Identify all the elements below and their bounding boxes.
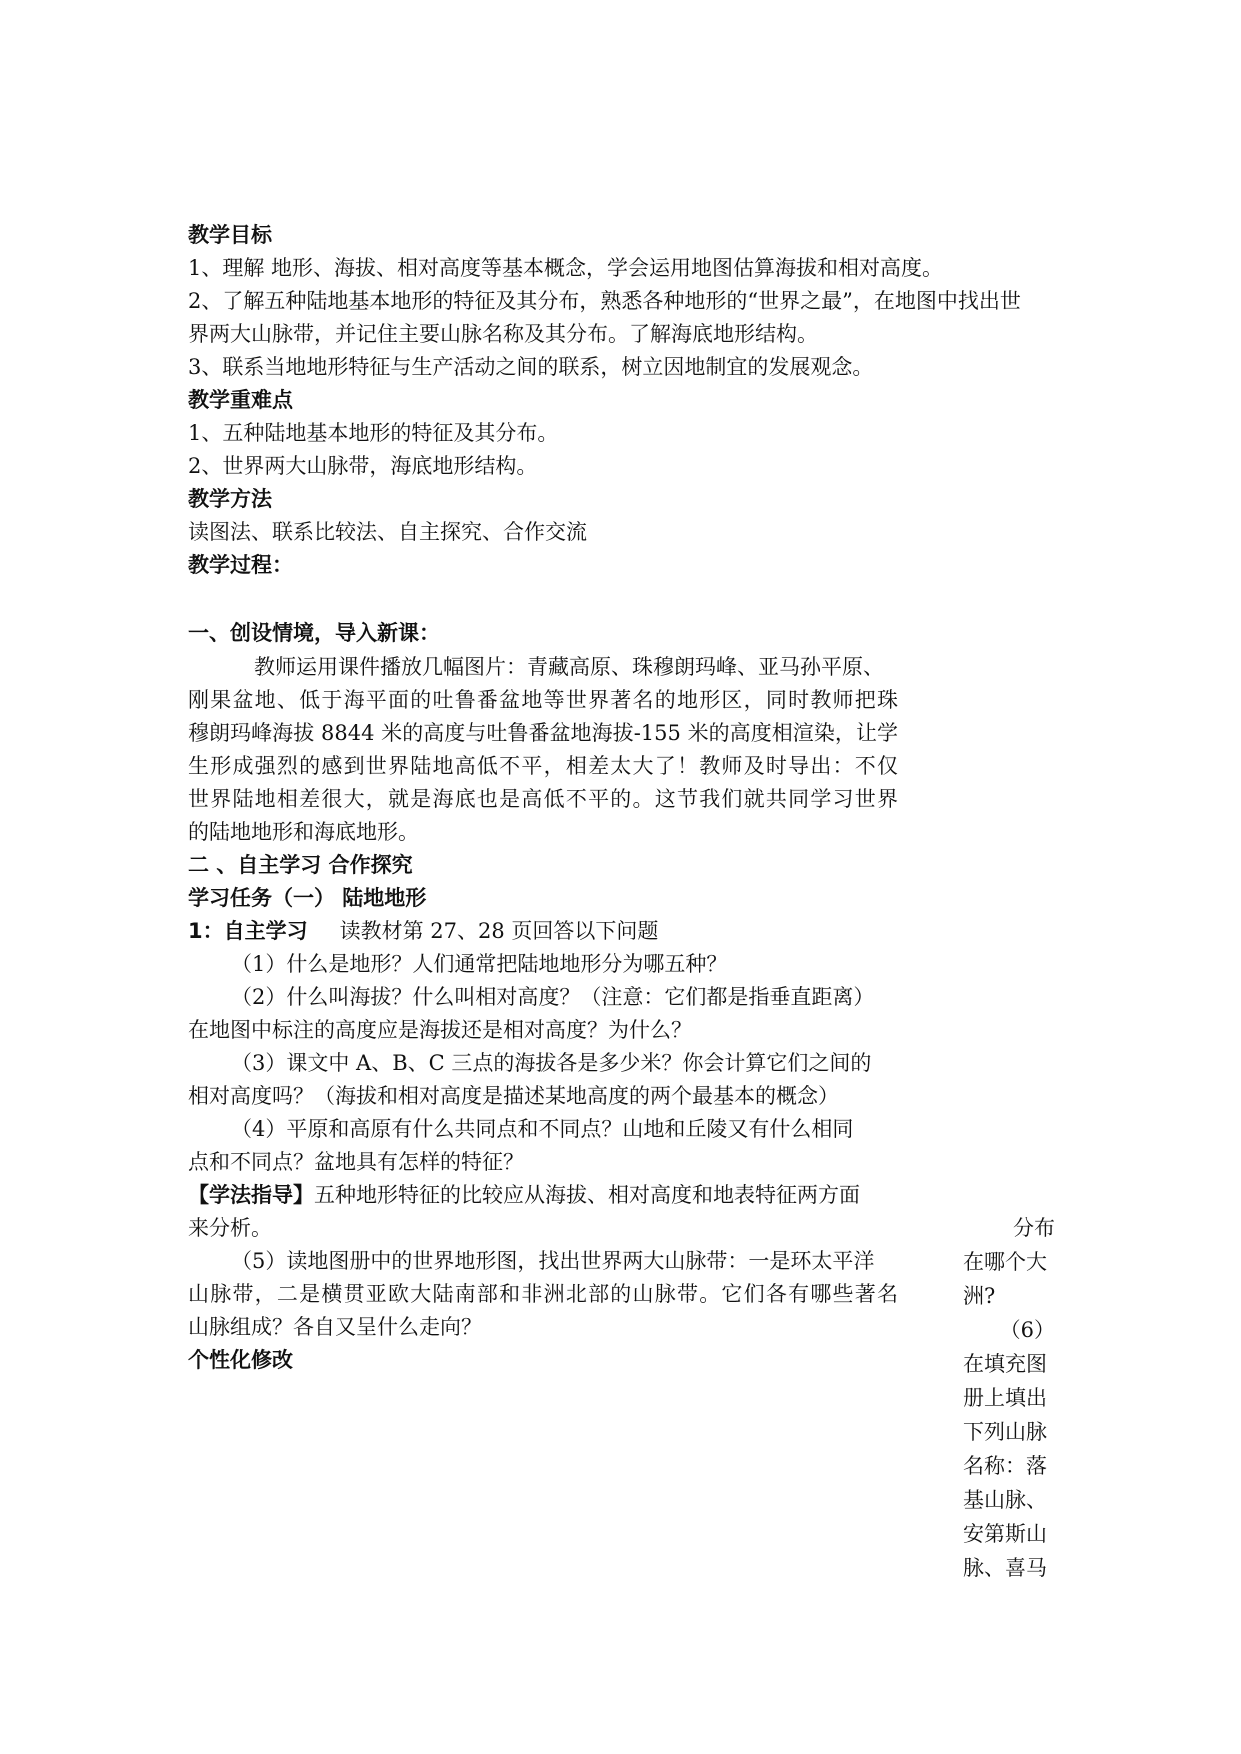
study-guide-text: 五种地形特征的比较应从海拔、相对高度和地表特征两方面 — [314, 1183, 860, 1207]
side-line-1: 分布 — [1013, 1216, 1055, 1240]
study-guide-line-2: 来分析。 — [188, 1216, 272, 1240]
keypoint-2: 2、世界两大山脉带，海底地形结构。 — [188, 454, 538, 478]
side-line-7: 下列山脉 — [963, 1420, 1047, 1444]
study-guide-label: 【学法指导】 — [188, 1183, 314, 1207]
keypoints-heading: 教学重难点 — [188, 388, 293, 412]
question-2-line-1: （2）什么叫海拔？什么叫相对高度？（注意：它们都是指垂直距离） — [231, 985, 875, 1009]
side-line-4: （6） — [999, 1318, 1055, 1342]
intro-line-5: 世界陆地相差很大，就是海底也是高低不平的。这节我们就共同学习世界 — [188, 787, 898, 811]
intro-line-4: 生形成强烈的感到世界陆地高低不平，相差太大了！教师及时导出：不仅 — [188, 754, 898, 778]
objectives-heading: 教学目标 — [188, 223, 272, 247]
intro-line-3: 穆朗玛峰海拔 8844 米的高度与吐鲁番盆地海拔-155 米的高度相渲染，让学 — [188, 721, 898, 745]
study-guide-line — [188, 1178, 860, 1212]
question-5-line-3: 山脉组成？各自又呈什么走向？ — [188, 1315, 482, 1339]
self-study-line — [188, 914, 658, 948]
intro-line-2: 刚果盆地、低于海平面的吐鲁番盆地等世界著名的地形区，同时教师把珠 — [188, 688, 898, 712]
personal-revision-heading: 个性化修改 — [188, 1348, 293, 1372]
side-column — [963, 1211, 1055, 1585]
side-line-8: 名称：落 — [963, 1454, 1047, 1478]
methods-heading: 教学方法 — [188, 487, 272, 511]
question-3-line-1: （3）课文中 A、B、C 三点的海拔各是多少米？你会计算它们之间的 — [231, 1051, 872, 1075]
question-4-line-1: （4）平原和高原有什么共同点和不同点？山地和丘陵又有什么相同 — [231, 1117, 854, 1141]
section-2-heading: 二 、自主学习 合作探究 — [188, 853, 413, 877]
question-3-line-2: 相对高度吗？（海拔和相对高度是描述某地高度的两个最基本的概念） — [188, 1084, 839, 1108]
side-line-10: 安第斯山 — [963, 1522, 1047, 1546]
process-heading: 教学过程： — [188, 553, 293, 577]
section-1-heading: 一、创设情境，导入新课： — [188, 621, 440, 645]
task-1-heading: 学习任务（一） 陆地地形 — [188, 886, 427, 910]
self-study-text: 读教材第 27、28 页回答以下问题 — [339, 919, 659, 943]
objective-2-line-2: 界两大山脉带，并记住主要山脉名称及其分布。了解海底地形结构。 — [188, 322, 818, 346]
objective-1: 1、理解 地形、海拔、相对高度等基本概念，学会运用地图估算海拔和相对高度。 — [188, 256, 944, 280]
question-2-line-2: 在地图中标注的高度应是海拔还是相对高度？为什么？ — [188, 1018, 692, 1042]
self-study-label: 1：自主学习 — [188, 919, 308, 943]
question-1: （1）什么是地形？人们通常把陆地地形分为哪五种？ — [231, 952, 728, 976]
side-line-3: 洲? — [963, 1284, 996, 1308]
side-line-5: 在填充图 — [963, 1352, 1047, 1376]
side-line-11: 脉、喜马 — [963, 1556, 1047, 1580]
intro-line-6: 的陆地地形和海底地形。 — [188, 820, 419, 844]
side-line-2: 在哪个大 — [963, 1250, 1047, 1274]
side-line-9: 基山脉、 — [963, 1488, 1047, 1512]
methods-text: 读图法、联系比较法、自主探究、合作交流 — [188, 520, 587, 544]
question-4-line-2: 点和不同点？盆地具有怎样的特征？ — [188, 1150, 524, 1174]
keypoint-1: 1、五种陆地基本地形的特征及其分布。 — [188, 421, 559, 445]
side-line-6: 册上填出 — [963, 1386, 1047, 1410]
question-5-line-1: （5）读地图册中的世界地形图，找出世界两大山脉带：一是环太平洋 — [231, 1249, 875, 1273]
objective-3: 3、联系当地地形特征与生产活动之间的联系，树立因地制宜的发展观念。 — [188, 355, 874, 379]
intro-line-1: 教师运用课件播放几幅图片：青藏高原、珠穆朗玛峰、亚马孙平原、 — [254, 655, 884, 679]
question-5-line-2: 山脉带，二是横贯亚欧大陆南部和非洲北部的山脉带。它们各有哪些著名 — [188, 1282, 898, 1306]
objective-2-line-1: 2、了解五种陆地基本地形的特征及其分布，熟悉各种地形的“世界之最”，在地图中找出世 — [188, 289, 1021, 313]
